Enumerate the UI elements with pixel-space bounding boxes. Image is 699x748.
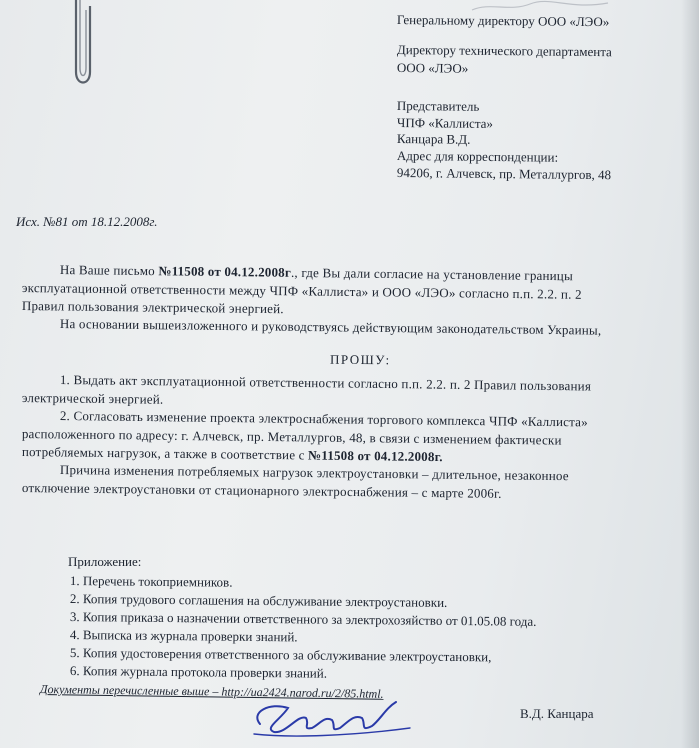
sender-address: 94206, г. Алчевск, пр. Металлургов, 48: [396, 165, 612, 183]
body-p1-suffix: ., где Вы дали согласие на установление границы: [290, 264, 574, 284]
sender-role: Представитель: [396, 98, 480, 114]
attachments-title: Приложение:: [68, 554, 142, 569]
attachment-item: 4. Выписка из журнала проверки знаний.: [69, 627, 298, 645]
documents-link[interactable]: Документы перечисленные выше – http://ua2424.narod.ru/2/85.html.: [39, 682, 384, 701]
attachment-item: 5. Копия удостоверения ответственного за обслуживание электроустановки,: [69, 645, 492, 665]
attachment-item: 2. Копия трудового соглашения на обслуживание электроустановки.: [69, 591, 448, 610]
request-2-line-1: 2. Согласовать изменение проекта электроснабжения торгового комплекса ЧПФ «Каллиста»: [59, 408, 588, 430]
request-1-line-2: электрической энергией.: [21, 390, 164, 407]
request-3-line-1: Причина изменения потребляемых нагрузок электроустановки – длительное, незаконное: [59, 462, 569, 484]
attachment-item: 3. Копия приказа о назначении ответственного за электрохозяйство от 01.05.08 года.: [69, 609, 537, 629]
body-paragraph-1-line-3: Правил пользования электрической энергией.: [21, 298, 284, 317]
body-paragraph-1-line-2: эксплуатационной ответственности между ЧПФ «Каллиста» и ООО «ЛЭО» согласно п.п. 2.2. п. 2: [21, 280, 582, 302]
addressee-line-1: Генеральному директору ООО «ЛЭО»: [396, 12, 610, 30]
sender-company: ЧПФ «Каллиста»: [396, 115, 494, 132]
body-paragraph-2: На основании вышеизложенного и руководствуясь действующим законодательством Украины,: [59, 316, 602, 338]
sender-name: Канцара В.Д.: [396, 131, 471, 147]
page-edge-shadow: [681, 0, 699, 748]
body-p1-letter-ref: №11508 от 04.12.2008г: [158, 263, 292, 280]
addressee-line-3: ООО «ЛЭО»: [396, 60, 469, 76]
sender-address-label: Адрес для корреспонденции:: [396, 148, 559, 165]
outgoing-reference: Исх. №81 от 18.12.2008г.: [16, 214, 158, 229]
attachment-item: 1. Перечень токоприемников.: [69, 573, 233, 590]
request-2-line-2: расположенного по адресу: г. Алчевск, пр. Металлургов, 48, в связи с изменением фактически: [21, 426, 562, 448]
handwritten-signature: [240, 694, 420, 744]
request-1-line-1: 1. Выдать акт эксплуатационной ответственности согласно п.п. 2.2. п. 2 Правил пользования: [59, 372, 592, 394]
request-2-line-3-prefix: потребляемых нагрузок, а также в соответствие с: [21, 444, 309, 463]
request-2-letter-ref: №11508 от 04.12.2008г.: [307, 447, 443, 465]
top-edge-smudge: [470, 0, 610, 14]
paper-clip-icon: [66, 0, 100, 92]
request-3-line-2: отключение электроустановки от стационарного электроснабжения – с марте 2006г.: [21, 480, 502, 501]
addressee-line-2: Директору технического департамента: [396, 42, 612, 60]
body-p1-prefix: На Ваше письмо: [59, 262, 159, 279]
attachment-item: 6. Копия журнала протокола проверки знаний.: [69, 663, 328, 681]
request-heading: ПРОШУ:: [329, 351, 391, 368]
signer-name: В.Д. Канцара: [520, 706, 594, 721]
